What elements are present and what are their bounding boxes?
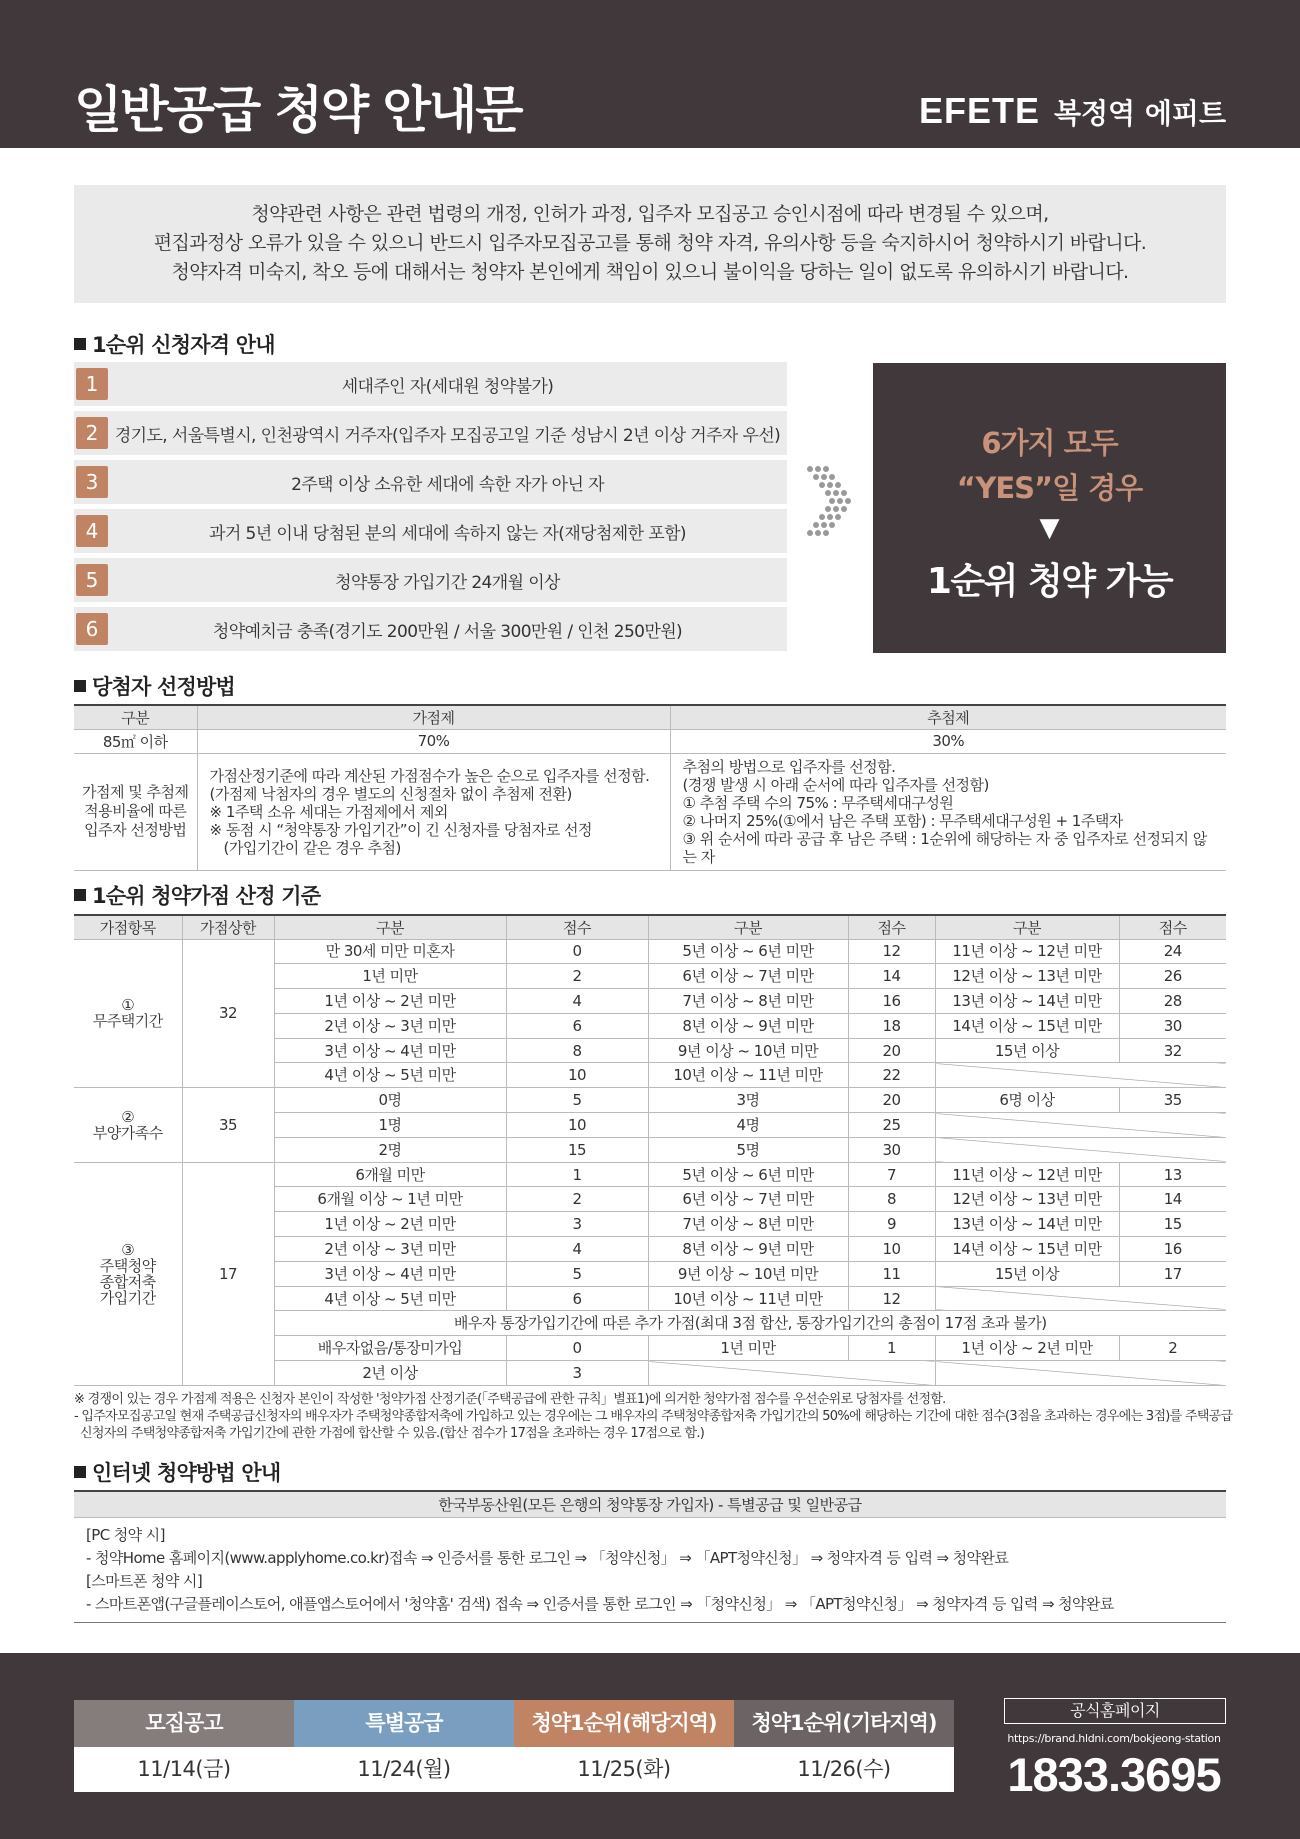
table-cell: 20	[848, 1038, 935, 1063]
table-cell: 3명	[648, 1088, 848, 1113]
mobile-text: - 스마트폰앱(구글플레이스토어, 애플앱스토어에서 '청약홈' 검색) 접속 ⇒ 인증서를 통한 로그인 ⇒ 「청약신청」 ⇒ 「APT청약신청」 ⇒ 청약자격 등 입력 ⇒ 청약완료	[86, 1595, 1114, 1613]
table-cell	[935, 1063, 1226, 1088]
notice-line: 청약관련 사항은 관련 법령의 개정, 인허가 과정, 입주자 모집공고 승인시점에 따라 변경될 수 있으며,	[251, 203, 1049, 225]
table-cell: 2년 이상	[274, 1361, 506, 1386]
table-cell: 10년 이상 ~ 11년 미만	[648, 1286, 848, 1311]
score-category-cell: ① 무주택기간	[74, 939, 182, 1088]
table-cell: 14년 이상 ~ 15년 미만	[935, 1237, 1119, 1262]
table-cell: 3년 이상 ~ 4년 미만	[274, 1261, 506, 1286]
table-cell: 1명	[274, 1113, 506, 1138]
schedule-column	[514, 1700, 734, 1792]
table-cell: 11년 이상 ~ 12년 미만	[935, 939, 1119, 964]
section-title-score: 1순위 청약가점 산정 기준	[74, 880, 320, 910]
spouse-note-cell: 배우자 통장가입기간에 따른 추가 가점(최대 3점 합산, 통장가입기간의 총점이 17점 초과 불가)	[274, 1311, 1226, 1336]
table-cell: 6개월 미만	[274, 1162, 506, 1187]
table-header-cell: 구분	[648, 915, 848, 939]
table-cell: 만 30세 미만 미혼자	[274, 939, 506, 964]
table-cell: 11	[848, 1261, 935, 1286]
table-cell: 13년 이상 ~ 14년 미만	[935, 1212, 1119, 1237]
table-cell: 16	[848, 989, 935, 1014]
table-cell: 4	[506, 989, 648, 1014]
table-cell: 4	[506, 1237, 648, 1262]
table-cell: 14년 이상 ~ 15년 미만	[935, 1013, 1119, 1038]
section-title-internet: 인터넷 청약방법 안내	[74, 1457, 280, 1487]
table-header-cell: 구분	[274, 915, 506, 939]
table-cell: 1	[848, 1336, 935, 1361]
table-cell: 13년 이상 ~ 14년 미만	[935, 989, 1119, 1014]
table-cell: 30	[848, 1137, 935, 1162]
table-cell: 15년 이상	[935, 1261, 1119, 1286]
table-cell	[648, 1361, 935, 1386]
table-cell: 11년 이상 ~ 12년 미만	[935, 1162, 1119, 1187]
section-title-selection: 당첨자 선정방법	[74, 671, 235, 701]
table-row	[74, 1088, 1226, 1113]
item-number: 5	[76, 564, 108, 596]
score-table	[74, 914, 1226, 1386]
table-header-cell: 구분	[74, 705, 197, 729]
table-cell: 9	[848, 1212, 935, 1237]
schedule-column	[734, 1700, 954, 1792]
schedule-label: 특별공급	[294, 1700, 514, 1747]
item-text: 청약예치금 충족(경기도 200만원 / 서울 300만원 / 인천 250만원)	[212, 621, 683, 642]
homepage-label: 공식홈페이지	[1004, 1698, 1226, 1724]
yes-result-box	[873, 363, 1226, 653]
schedule-label: 청약1순위(해당지역)	[514, 1700, 734, 1747]
table-header-row	[74, 915, 1226, 939]
table-cell: 4년 이상 ~ 5년 미만	[274, 1286, 506, 1311]
table-header-cell: 추첨제	[670, 705, 1226, 729]
table-cell: 10	[506, 1113, 648, 1138]
table-cell: 5년 이상 ~ 6년 미만	[648, 1162, 848, 1187]
item-number: 4	[76, 515, 108, 547]
table-cell: 배우자없음/통장미가입	[274, 1336, 506, 1361]
table-cell: 2	[506, 964, 648, 989]
table-cell: 3년 이상 ~ 4년 미만	[274, 1038, 506, 1063]
phone-number[interactable]: 1833.3695	[1007, 1748, 1221, 1801]
score-max-cell: 17	[182, 1162, 274, 1385]
brand-logo: EFETE	[918, 90, 1040, 131]
table-cell	[935, 1286, 1226, 1311]
schedule-date: 11/26(수)	[734, 1747, 954, 1792]
item-text: 경기도, 서울특별시, 인천광역시 거주자(입주자 모집공고일 기준 성남시 2년 이상 거주자 우선)	[114, 425, 781, 446]
table-cell	[935, 1137, 1226, 1162]
dotted-arrow-icon	[806, 465, 852, 549]
table-cell: 1년 미만	[274, 964, 506, 989]
table-cell: 가점산정기준에 따라 계산된 가점점수가 높은 순으로 입주자를 선정함. (가점제 낙첨자의 경우 별도의 신청절차 없이 추첨제 전환) ※ 1주택 소유 세대는 가점제에서 제외 ※ 동점 시 “청약통장 가입기간”이 긴 신청자를 당첨자로 선정 (가입기간이 같은 경우 추첨)	[197, 753, 670, 870]
table-cell: 0	[506, 1336, 648, 1361]
schedule-date: 11/14(금)	[74, 1747, 294, 1792]
table-cell: 13	[1119, 1162, 1226, 1187]
mobile-title: [스마트폰 청약 시]	[86, 1572, 203, 1590]
table-cell: 4명	[648, 1113, 848, 1138]
score-max-cell: 32	[182, 939, 274, 1088]
table-cell: 30	[1119, 1013, 1226, 1038]
qualification-item	[74, 411, 787, 455]
table-header-cell: 점수	[848, 915, 935, 939]
section-title-qualification: 1순위 신청자격 안내	[74, 329, 275, 359]
table-cell: 10	[848, 1237, 935, 1262]
table-row	[74, 939, 1226, 964]
table-cell: 2년 이상 ~ 3년 미만	[274, 1013, 506, 1038]
table-cell: 12년 이상 ~ 13년 미만	[935, 1187, 1119, 1212]
table-cell: 4년 이상 ~ 5년 미만	[274, 1063, 506, 1088]
table-cell: 6년 이상 ~ 7년 미만	[648, 964, 848, 989]
table-cell: 6	[506, 1013, 648, 1038]
square-bullet-icon	[74, 889, 86, 901]
page-title: 일반공급 청약 안내문	[74, 81, 522, 139]
item-number: 1	[76, 368, 108, 400]
table-header-cell: 구분	[935, 915, 1119, 939]
item-number: 2	[76, 417, 108, 449]
table-cell: 12년 이상 ~ 13년 미만	[935, 964, 1119, 989]
table-cell: 7	[848, 1162, 935, 1187]
table-cell: 5년 이상 ~ 6년 미만	[648, 939, 848, 964]
table-cell: 7년 이상 ~ 8년 미만	[648, 989, 848, 1014]
table-cell: 5명	[648, 1137, 848, 1162]
notice-box	[74, 185, 1226, 303]
homepage-url[interactable]: https://brand.hldni.com/bokjeong-station	[1007, 1732, 1221, 1745]
internet-guide-header: 한국부동산원(모든 은행의 청약통장 가입자) - 특별공급 및 일반공급	[74, 1492, 1226, 1518]
table-cell: 3	[506, 1361, 648, 1386]
schedule-label: 모집공고	[74, 1700, 294, 1747]
table-cell: 2명	[274, 1137, 506, 1162]
table-row	[74, 753, 1226, 870]
schedule-table	[74, 1700, 954, 1792]
schedule-label: 청약1순위(기타지역)	[734, 1700, 954, 1747]
table-cell: 85㎡ 이하	[74, 729, 197, 753]
table-cell: 28	[1119, 989, 1226, 1014]
table-cell: 1년 이상 ~ 2년 미만	[274, 989, 506, 1014]
table-cell: 2	[506, 1187, 648, 1212]
table-cell: 7년 이상 ~ 8년 미만	[648, 1212, 848, 1237]
table-cell: 5	[506, 1088, 648, 1113]
score-category-cell: ② 부양가족수	[74, 1088, 182, 1162]
table-cell: 1년 이상 ~ 2년 미만	[935, 1336, 1119, 1361]
table-cell: 22	[848, 1063, 935, 1088]
table-cell: 15	[506, 1137, 648, 1162]
schedule-date: 11/25(화)	[514, 1747, 734, 1792]
table-cell: 8	[506, 1038, 648, 1063]
result-line: “YES”일 경우	[956, 471, 1143, 505]
table-row	[74, 729, 1226, 753]
table-cell: 8	[848, 1187, 935, 1212]
table-cell	[935, 1361, 1226, 1386]
score-max-cell: 35	[182, 1088, 274, 1162]
table-cell: 3	[506, 1212, 648, 1237]
table-cell: 24	[1119, 939, 1226, 964]
table-cell: 14	[1119, 1187, 1226, 1212]
selection-table	[74, 704, 1226, 871]
square-bullet-icon	[74, 1466, 86, 1478]
item-text: 2주택 이상 소유한 세대에 속한 자가 아닌 자	[291, 474, 604, 495]
qualification-item	[74, 460, 787, 504]
table-header-row	[74, 705, 1226, 729]
table-cell: 0명	[274, 1088, 506, 1113]
table-cell: 70%	[197, 729, 670, 753]
table-cell: 6년 이상 ~ 7년 미만	[648, 1187, 848, 1212]
result-headline: 1순위 청약 가능	[926, 561, 1173, 602]
page-header	[0, 0, 1300, 148]
brand	[919, 90, 1226, 132]
table-cell: 12	[848, 1286, 935, 1311]
table-cell: 가점제 및 추첨제 적용비율에 따른 입주자 선정방법	[74, 753, 197, 870]
item-text: 세대주인 자(세대원 청약불가)	[341, 376, 554, 397]
table-cell: 18	[848, 1013, 935, 1038]
table-cell: 10	[506, 1063, 648, 1088]
table-cell: 20	[848, 1088, 935, 1113]
item-number: 6	[76, 613, 108, 645]
table-cell: 32	[1119, 1038, 1226, 1063]
table-cell: 10년 이상 ~ 11년 미만	[648, 1063, 848, 1088]
table-cell: 1	[506, 1162, 648, 1187]
table-cell: 15년 이상	[935, 1038, 1119, 1063]
score-footnote: ※ 경쟁이 있는 경우 가점제 적용은 신청자 본인이 작성한 '청약가점 산정기준(「주택공급에 관한 규칙」별표1)에 의거한 청약가점 점수를 우선순위로 당첨자를 선정함. - 입주자모집공고일 현재 주택공급신청자의 배우자가 주택청약종합저축에 가입하고 있는 경우에는 그 배우자의 주택청약종합저축 가입기간의 50%에 해당하는 기간에 대한 점수(3점을 초과하는 경우에는 3점)를 주택공급 신청자의 주택청약종합저축 가입기간에 관한 가점에 합산할 수 있음.(합산 점수가 17점을 초과하는 경우 17점으로 함.)	[74, 1392, 1233, 1441]
qualification-item	[74, 509, 787, 553]
brand-name: 복정역 에피트	[1053, 97, 1226, 130]
table-cell: 30%	[670, 729, 1226, 753]
square-bullet-icon	[74, 680, 86, 692]
table-cell: 2년 이상 ~ 3년 미만	[274, 1237, 506, 1262]
table-cell: 15	[1119, 1212, 1226, 1237]
item-text: 과거 5년 이내 당첨된 분의 세대에 속하지 않는 자(재당첨제한 포함)	[209, 523, 686, 544]
table-cell: 1년 미만	[648, 1336, 848, 1361]
table-cell: 5	[506, 1261, 648, 1286]
table-cell: 25	[848, 1113, 935, 1138]
qualification-list	[74, 362, 787, 656]
table-cell: 16	[1119, 1237, 1226, 1262]
internet-guide	[74, 1490, 1226, 1623]
table-cell: 8년 이상 ~ 9년 미만	[648, 1013, 848, 1038]
qualification-item	[74, 607, 787, 651]
table-header-cell: 점수	[1119, 915, 1226, 939]
table-cell: 추첨의 방법으로 입주자를 선정함. (경쟁 발생 시 아래 순서에 따라 입주자를 선정함) ① 추첨 주택 수의 75% : 무주택세대구성원 ② 나머지 25%(①에서 남은 주택 포함) : 무주택세대구성원 + 1주택자 ③ 위 순서에 따라 공급 후 남은 주택 : 1순위에 해당하는 자 중 입주자로 선정되지 않는 자	[670, 753, 1226, 870]
table-cell: 6	[506, 1286, 648, 1311]
pc-text: - 청약Home 홈페이지(www.applyhome.co.kr)접속 ⇒ 인증서를 통한 로그인 ⇒ 「청약신청」 ⇒ 「APT청약신청」 ⇒ 청약자격 등 입력 ⇒ 청약완료	[86, 1549, 1009, 1567]
qualification-item	[74, 362, 787, 406]
table-cell: 6명 이상	[935, 1088, 1119, 1113]
table-cell: 12	[848, 939, 935, 964]
table-row	[74, 1162, 1226, 1187]
table-cell: 6개월 이상 ~ 1년 미만	[274, 1187, 506, 1212]
item-number: 3	[76, 466, 108, 498]
table-cell	[935, 1113, 1226, 1138]
table-header-cell: 가점항목	[74, 915, 182, 939]
table-cell: 14	[848, 964, 935, 989]
schedule-column	[74, 1700, 294, 1792]
table-cell: 17	[1119, 1261, 1226, 1286]
table-cell: 0	[506, 939, 648, 964]
table-cell: 8년 이상 ~ 9년 미만	[648, 1237, 848, 1262]
result-line: 6가지 모두	[981, 426, 1118, 460]
square-bullet-icon	[74, 338, 86, 350]
score-category-cell: ③ 주택청약 종합저축 가입기간	[74, 1162, 182, 1385]
table-cell: 26	[1119, 964, 1226, 989]
item-text: 청약통장 가입기간 24개월 이상	[335, 572, 560, 593]
qualification-item	[74, 558, 787, 602]
table-header-cell: 가점제	[197, 705, 670, 729]
notice-line: 청약자격 미숙지, 착오 등에 대해서는 청약자 본인에게 책임이 있으니 불이익을 당하는 일이 없도록 유의하시기 바랍니다.	[171, 261, 1129, 283]
schedule-date: 11/24(월)	[294, 1747, 514, 1792]
table-cell: 1년 이상 ~ 2년 미만	[274, 1212, 506, 1237]
table-header-cell: 가점상한	[182, 915, 274, 939]
table-cell: 9년 이상 ~ 10년 미만	[648, 1038, 848, 1063]
table-header-cell: 점수	[506, 915, 648, 939]
pc-title: [PC 청약 시]	[86, 1526, 165, 1544]
homepage-info	[1002, 1698, 1226, 1802]
notice-line: 편집과정상 오류가 있을 수 있으니 반드시 입주자모집공고를 통해 청약 자격, 유의사항 등을 숙지하시어 청약하시기 바랍니다.	[153, 232, 1147, 254]
table-cell: 2	[1119, 1336, 1226, 1361]
table-cell: 9년 이상 ~ 10년 미만	[648, 1261, 848, 1286]
internet-guide-body	[74, 1518, 1226, 1623]
schedule-column	[294, 1700, 514, 1792]
table-cell: 35	[1119, 1088, 1226, 1113]
down-triangle-icon: ▼	[1039, 513, 1060, 543]
